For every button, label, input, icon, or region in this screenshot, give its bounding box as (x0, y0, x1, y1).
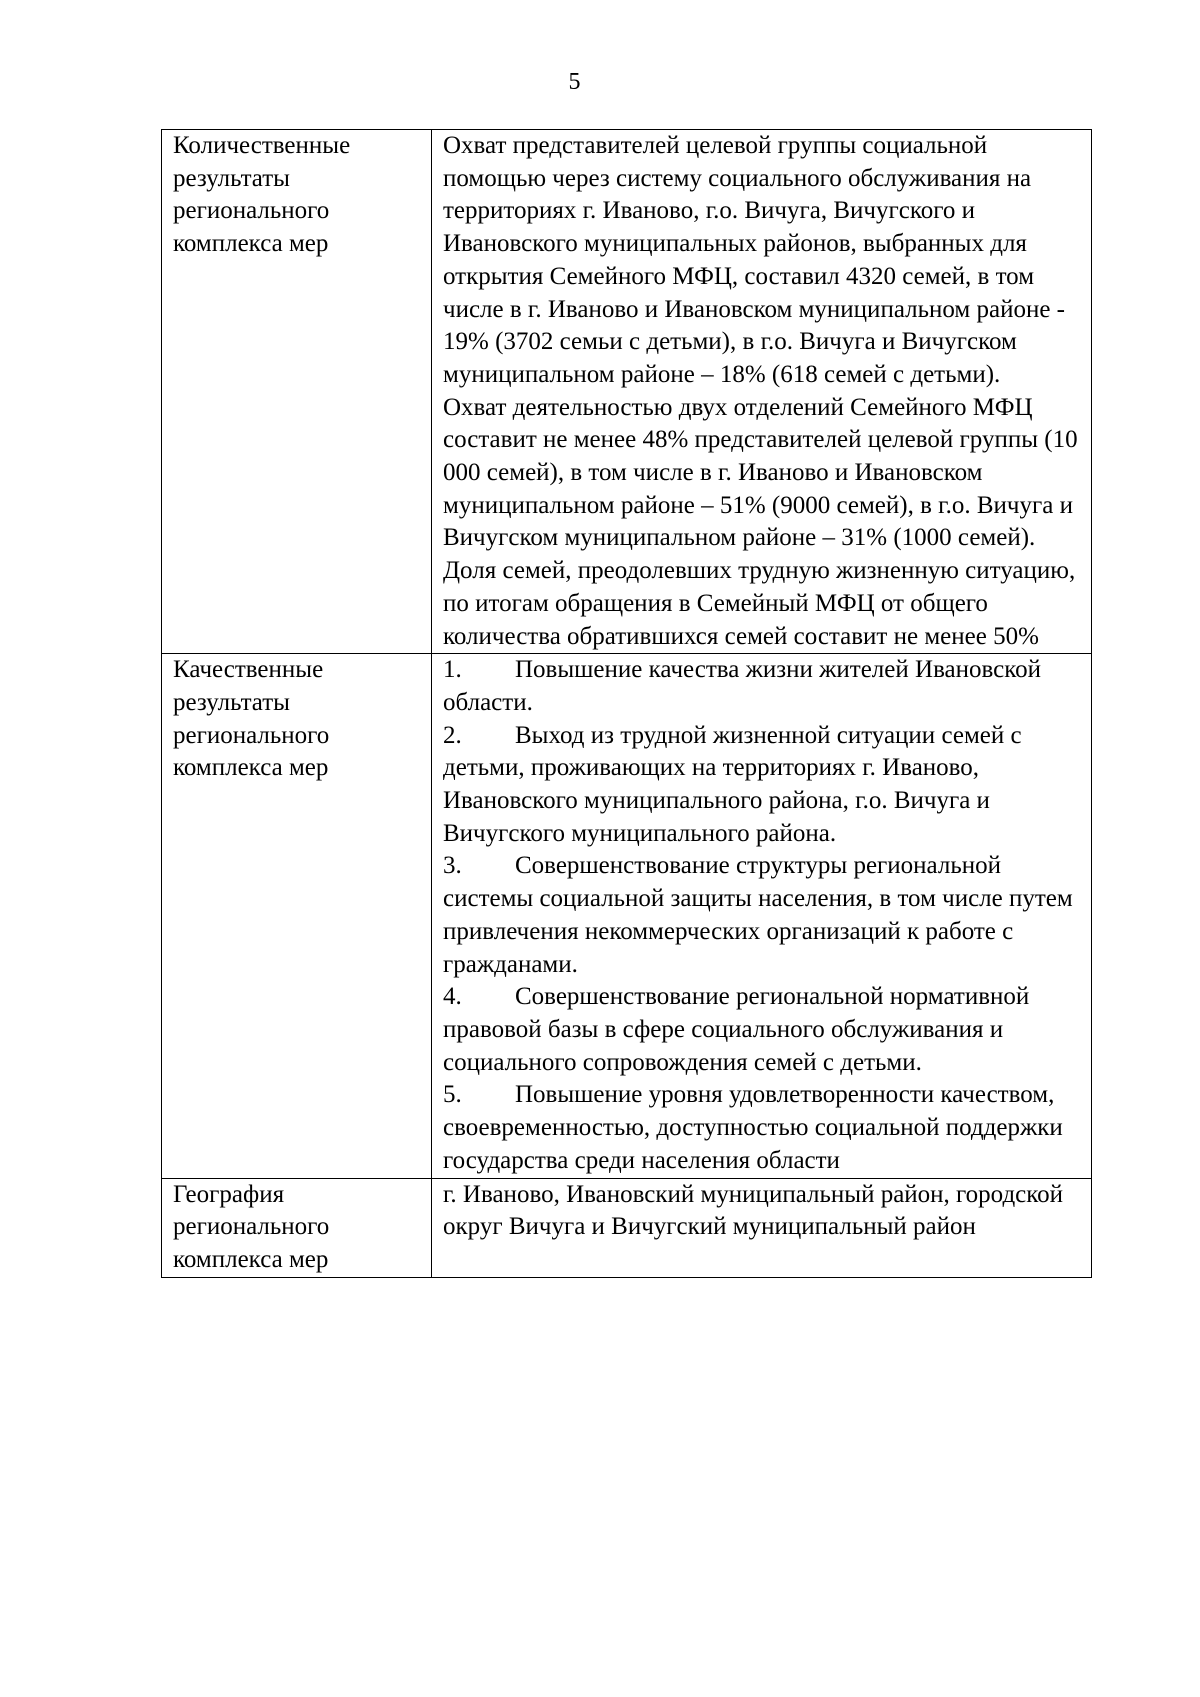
paragraph: Охват представителей целевой группы социальной помощью через систему социального обслуживания на территориях г. Иваново, г.о. Вичуга, Вичугского и Ивановского муниципальных районов, выбранных для открытия Семейного МФЦ, составил 4320 семей, в том числе в г. Иваново и Ивановском муниципальном районе - 19% (3702 семьи с детьми), в г.о. Вичуга и Вичугском муниципальном районе – 18% (618 семей с детьми). (443, 132, 1066, 388)
list-item (443, 654, 1081, 719)
list-item-number: 2. (443, 721, 462, 749)
list-item-text: Совершенствование региональной нормативной правовой базы в сфере социального обслуживания и социального сопровождения семей с детьми. (443, 983, 1030, 1076)
row-content-quantitative (432, 130, 1092, 654)
row-label-quantitative: Количественные результаты регионального комплекса мер (162, 130, 432, 654)
list-item-text: Совершенствование структуры региональной системы социальной защиты населения, в том числе путем привлечения некоммерческих организаций к работе с гражданами. (443, 852, 1073, 978)
list-item-number: 5. (443, 1081, 462, 1109)
list-item-text: Повышение уровня удовлетворенности качеством, своевременностью, доступностью социальной поддержки государства среди населения области (443, 1081, 1063, 1174)
table-row-quantitative (162, 130, 1092, 654)
row-content-geography (432, 1178, 1092, 1277)
list-item-number: 1. (443, 656, 462, 684)
list-item (443, 850, 1081, 981)
list-item (443, 981, 1081, 1079)
page-number: 5 (568, 69, 581, 95)
row-label-qualitative: Качественные результаты регионального комплекса мер (162, 654, 432, 1178)
table-row-geography (162, 1178, 1092, 1277)
list-item-text: Выход из трудной жизненной ситуации семей с детьми, проживающих на территориях г. Иваново, Ивановского муниципального района, г.о. Вичуга и Вичугского муниципального района. (443, 721, 1022, 847)
list-item (443, 1079, 1081, 1177)
row-label-geography: География регионального комплекса мер (162, 1178, 432, 1277)
paragraph: Доля семей, преодолевших трудную жизненную ситуацию, по итогам обращения в Семейный МФЦ от общего количества обратившихся семей составит не менее 50% (443, 557, 1076, 650)
paragraph: г. Иваново, Ивановский муниципальный район, городской округ Вичуга и Вичугский муниципальный район (443, 1180, 1064, 1241)
list-item-number: 4. (443, 983, 462, 1011)
paragraph: Охват деятельностью двух отделений Семейного МФЦ составит не менее 48% представителей целевой группы (10 000 семей), в том числе в г. Иваново и Ивановском муниципальном районе – 51% (9000 семей), в г.о. Вичуга и Вичугском муниципальном районе – 31% (1000 семей). (443, 393, 1078, 552)
list-item-text: Повышение качества жизни жителей Ивановской области. (443, 656, 1042, 716)
table-row-qualitative (162, 654, 1092, 1178)
list-item-number: 3. (443, 852, 462, 880)
list-item (443, 720, 1081, 851)
results-table (161, 129, 1092, 1278)
row-content-qualitative (432, 654, 1092, 1178)
